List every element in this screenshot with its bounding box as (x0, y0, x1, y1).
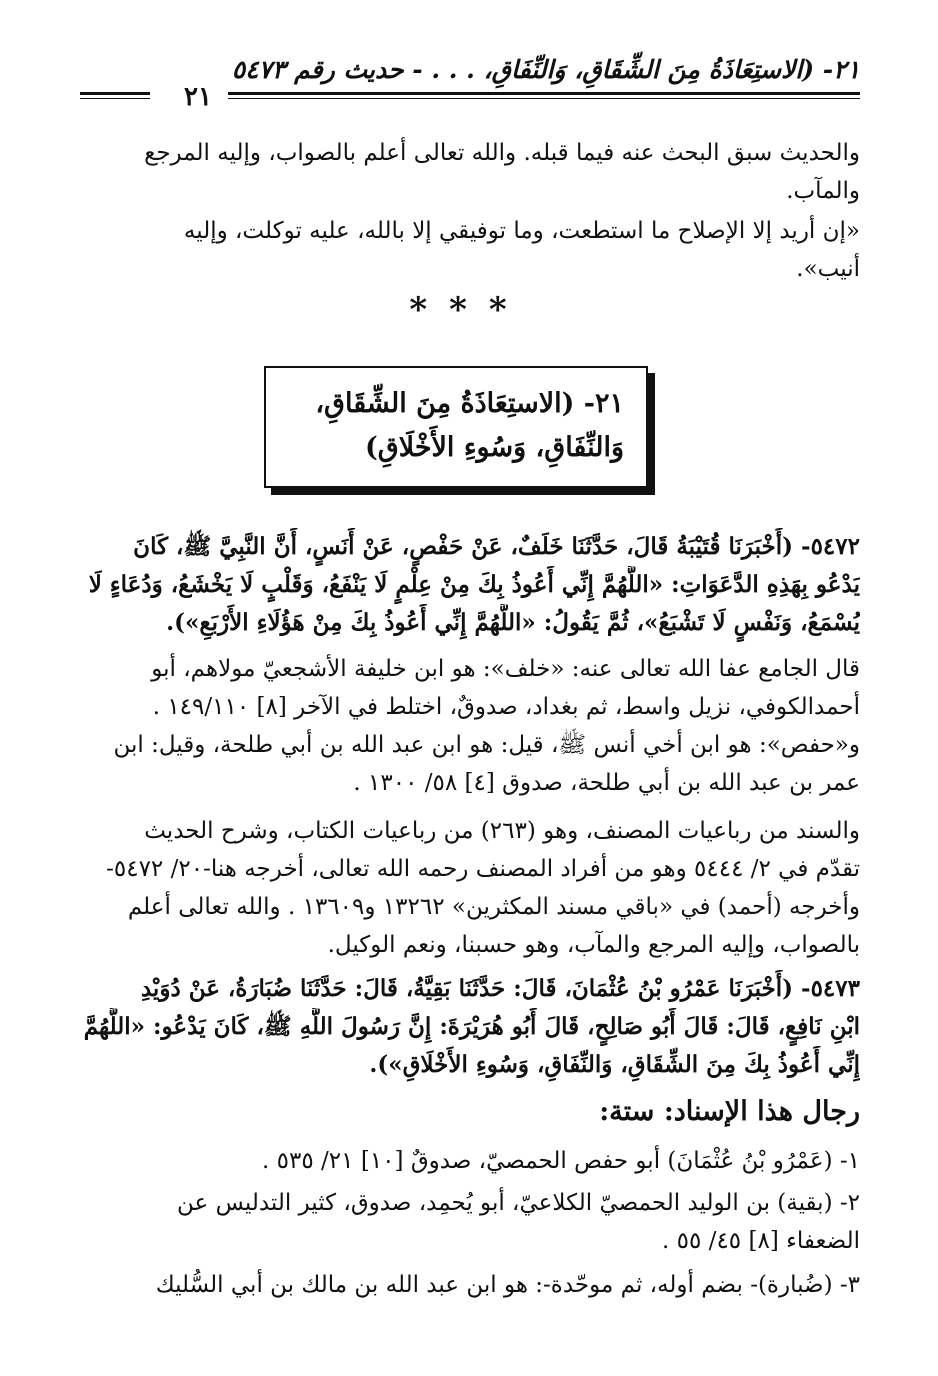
text-line: أنيب». (796, 256, 860, 282)
hadith-line: يَدْعُو بِهَذِهِ الدَّعَوَاتِ: «اللَّهُمَّ إِنِّي أَعُوذُ بِكَ مِنْ عِلْمٍ لَا يَنْفَعُ، وَقَلْبٍ لَا يَخْشَعُ، وَدُعَاءٍ لَا (88, 571, 860, 598)
text-line: قال الجامع عفا الله تعالى عنه: «خلف»: هو ابن خليفة الأشجعيّ مولاهم، أبو (151, 656, 860, 682)
hadith-5472 (80, 528, 860, 642)
text-line: الضعفاء [٨] ٤٥/ ٥٥ . (662, 1228, 860, 1254)
hadith-line: إِنِّي أَعُوذُ بِكَ مِنَ الشِّقَاقِ، وَالنِّفَاقِ، وَسُوءِ الأَخْلَاقِ»). (369, 1051, 860, 1078)
commentary-narrators-5472 (80, 650, 860, 802)
text-line: «إن أريد إلا الإصلاح ما استطعت، وما توفيقي إلا بالله، عليه توكلت، وإليه (183, 218, 860, 244)
narrator-1 (80, 1142, 860, 1180)
page-number: ٢١ (184, 82, 212, 112)
running-header-title: ٢١- (الاستِعَاذَةُ مِنَ الشِّقَاقِ، وَالنِّفَاقِ، . . . - حديث رقم ٥٤٧٣ (231, 55, 860, 84)
header-rule (228, 92, 860, 99)
text-line: ٣- (ضُبارة)- بضم أوله، ثم موحّدة-: هو ابن عبد الله بن مالك بن أبي السُّليك (155, 1272, 860, 1298)
commentary-isnad-5472 (80, 812, 860, 964)
hadith-5473 (80, 970, 860, 1084)
text-line: والمآب. (786, 178, 860, 204)
text-line: والسند من رباعيات المصنف، وهو (٢٦٣) من رباعيات الكتاب، وشرح الحديث (144, 818, 860, 844)
hadith-line: ٥٤٧٣- (أَخْبَرَنَا عَمْرُو بْنُ عُثْمَانَ، قَالَ: حَدَّثَنَا بَقِيَّةُ، قَالَ: حَدَّثَنَا ضُبَارَةُ، عَنْ دُوَيْدِ (140, 975, 860, 1002)
narrators-heading: رجال هذا الإسناد: ستة: (599, 1096, 860, 1127)
text-line: بالصواب، وإليه المرجع والمآب، وهو حسبنا، ونعم الوكيل. (327, 932, 860, 958)
chapter-title-line-2: وَالنِّفَاقِ، وَسُوءِ الأَخْلَاقِ) (365, 432, 624, 463)
intro-paragraph-2 (80, 212, 860, 288)
narrator-2 (80, 1184, 860, 1260)
text-line: تقدّم في ٢/ ٥٤٤٤ وهو من أفراد المصنف رحمه الله تعالى، أخرجه هنا-٢٠/ ٥٤٧٢- (106, 856, 860, 882)
text-line: عمر بن عبد الله بن أبي طلحة، صدوق [٤] ٥٨/ ١٣٠٠ . (353, 770, 860, 796)
text-line: وأخرجه (أحمد) في «باقي مسند المكثرين» ١٣٢٦٢ و١٣٦٠٩ . والله تعالى أعلم (127, 894, 860, 920)
text-line: ١- (عَمْرُو بْنُ عُثْمَانَ) أبو حفص الحمصيّ، صدوقٌ [١٠] ٢١/ ٥٣٥ . (262, 1148, 860, 1174)
text-line: و«حفص»: هو ابن أخي أنس ﷺ، قيل: هو ابن عبد الله بن أبي طلحة، وقيل: ابن (113, 732, 860, 758)
hadith-line: ابْنِ نَافِعٍ، قَالَ: قَالَ أَبُو صَالِحٍ، قَالَ أَبُو هُرَيْرَةَ: إِنَّ رَسُولَ اللَّهِ ﷺ، كَانَ يَدْعُو: «اللَّهُمَّ (83, 1013, 860, 1040)
hadith-line: يُسْمَعُ، وَنَفْسٍ لَا تَشْبَعُ»، ثُمَّ يَقُولُ: «اللَّهُمَّ إِنِّي أَعُوذُ بِكَ مِنْ هَؤُلَاءِ الأَرْبَعِ»). (166, 609, 860, 636)
chapter-title-line-1: ٢١- (الاستِعَاذَةُ مِنَ الشِّقَاقِ، (315, 388, 624, 419)
narrator-3 (80, 1266, 860, 1304)
section-separator: *** (409, 290, 529, 330)
text-line: أحمدالكوفي، نزيل واسط، ثم بغداد، صدوقٌ، اختلط في الآخر [٨] ١٤٩/١١٠ . (152, 694, 860, 720)
page-number-rule (80, 92, 150, 99)
text-line: والحديث سبق البحث عنه فيما قبله. والله تعالى أعلم بالصواب، وإليه المرجع (144, 140, 860, 166)
chapter-title-box (264, 366, 648, 488)
intro-paragraph-1 (80, 134, 860, 210)
text-line: ٢- (بقية) بن الوليد الحمصيّ الكلاعيّ، أبو يُحمِد، صدوق، كثير التدليس عن (177, 1190, 860, 1216)
hadith-line: ٥٤٧٢- (أَخْبَرَنَا قُتَيْبَةُ قَالَ، حَدَّثَنَا خَلَفٌ، عَنْ حَفْصٍ، عَنْ أَنَسٍ، أَنَّ النَّبِيَّ ﷺ، كَانَ (133, 533, 860, 560)
